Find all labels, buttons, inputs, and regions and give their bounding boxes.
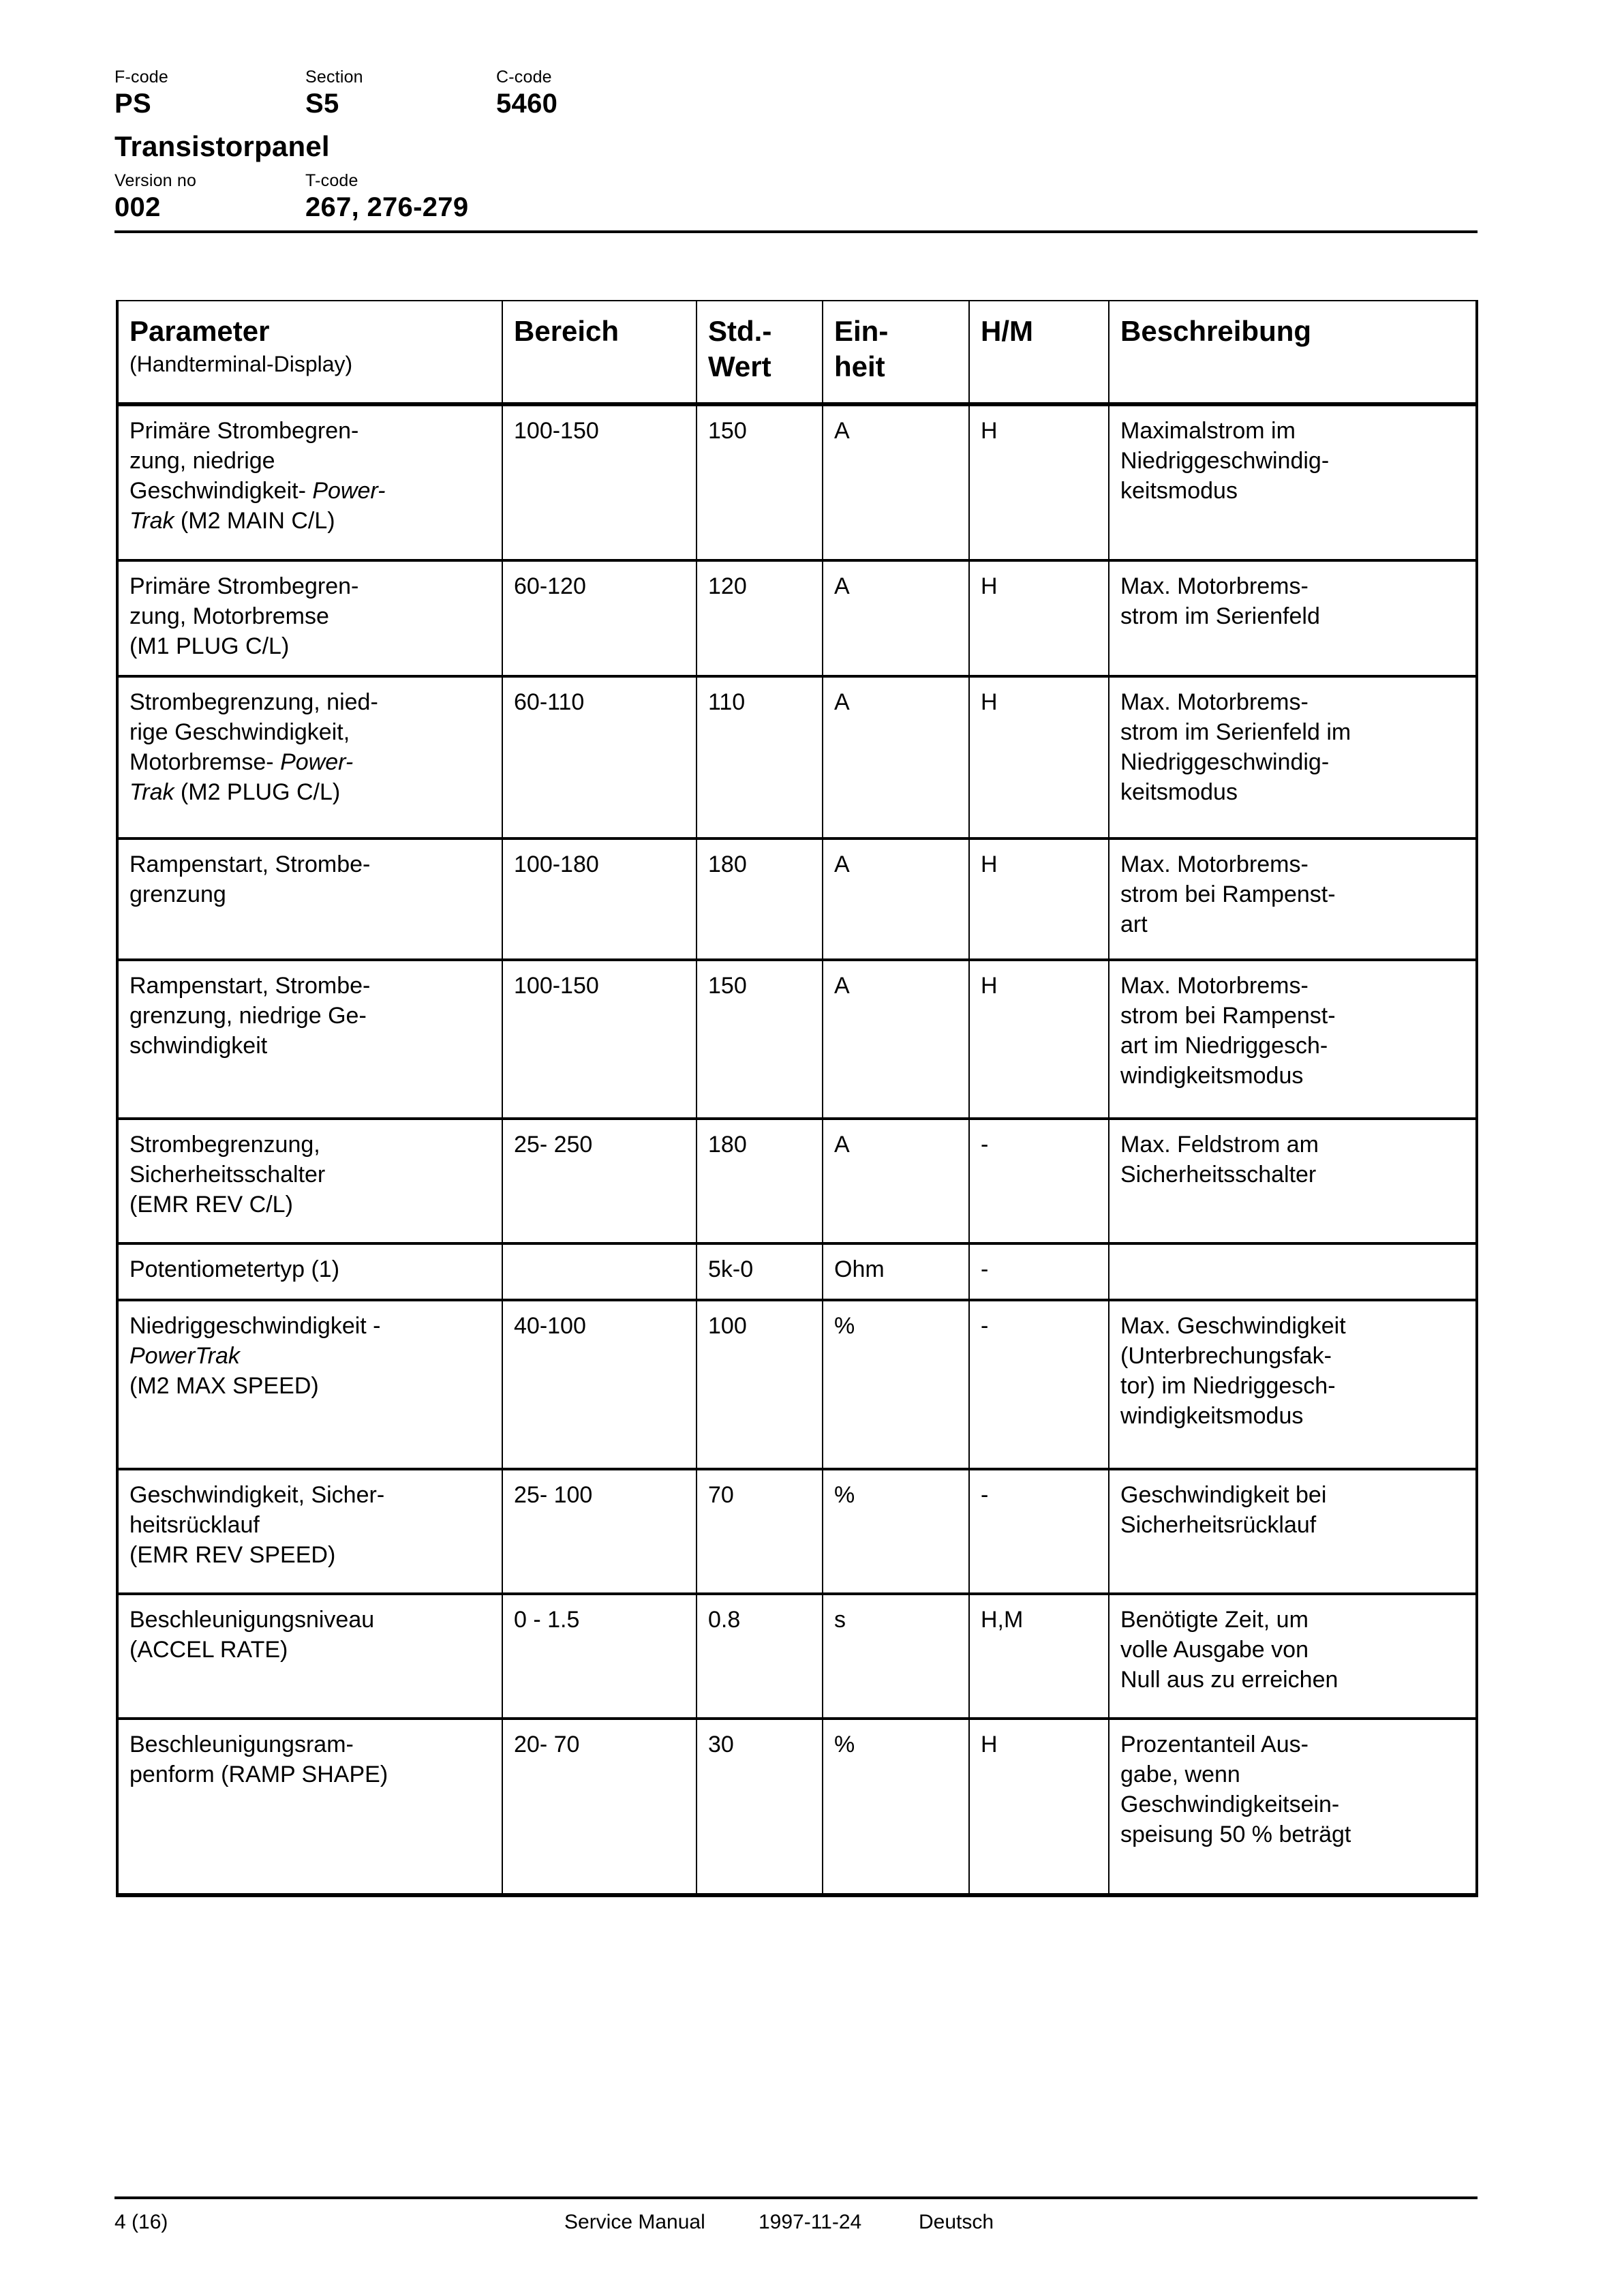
cell-std-wert: 150 (697, 404, 823, 560)
cell-beschreibung: Maximalstrom im Niedriggeschwindig- keitsmodus (1109, 404, 1477, 560)
cell-parameter: Rampenstart, Strombe- grenzung, niedrige Ge- schwindigkeit (117, 960, 502, 1119)
table-row (117, 1719, 1477, 1895)
column-header-beschreibung (1109, 301, 1477, 404)
cell-beschreibung: Max. Geschwindigkeit (Unterbrechungsfak- tor) im Niedriggesch- windigkeitsmodus (1109, 1300, 1477, 1469)
cell-bereich: 20- 70 (502, 1719, 697, 1895)
table-header-row (117, 301, 1477, 404)
cell-bereich (502, 1243, 697, 1300)
cell-bereich: 100-150 (502, 960, 697, 1119)
header-version-row (114, 170, 1478, 224)
column-header-hm (969, 301, 1109, 404)
cell-beschreibung: Max. Motorbrems- strom bei Rampenst- art im Niedriggesch- windigkeitsmodus (1109, 960, 1477, 1119)
header-ccode-group (496, 67, 769, 120)
ccode-label: C-code (496, 67, 552, 87)
column-header-std-wert-main: Std.- (708, 315, 772, 347)
cell-parameter: Beschleunigungsram- penform (RAMP SHAPE) (117, 1719, 502, 1895)
column-header-parameter-main: Parameter (129, 315, 270, 347)
table-row (117, 1594, 1477, 1719)
cell-bereich: 40-100 (502, 1300, 697, 1469)
cell-bereich: 25- 100 (502, 1469, 697, 1594)
cell-einheit: A (823, 560, 969, 676)
tcode-label: T-code (305, 171, 358, 190)
footer-manual-title: Service Manual (564, 2211, 705, 2233)
cell-std-wert: 70 (697, 1469, 823, 1594)
header-code-row (114, 67, 1478, 120)
cell-std-wert: 120 (697, 560, 823, 676)
column-header-bereich (502, 301, 697, 404)
cell-bereich: 100-180 (502, 839, 697, 960)
cell-parameter: Niedriggeschwindigkeit - PowerTrak (M2 MAX SPEED) (117, 1300, 502, 1469)
column-header-einheit (823, 301, 969, 404)
cell-parameter: Strombegrenzung, nied- rige Geschwindigkeit, Motorbremse- Power- Trak (M2 PLUG C/L) (117, 676, 502, 839)
cell-beschreibung: Prozentanteil Aus- gabe, wenn Geschwindigkeitsein- speisung 50 % beträgt (1109, 1719, 1477, 1895)
cell-beschreibung (1109, 1243, 1477, 1300)
cell-parameter: Primäre Strombegren- zung, niedrige Geschwindigkeit- Power- Trak (M2 MAIN C/L) (117, 404, 502, 560)
cell-std-wert: 30 (697, 1719, 823, 1895)
cell-std-wert: 100 (697, 1300, 823, 1469)
table-row (117, 404, 1477, 560)
ccode-value: 5460 (496, 89, 558, 119)
cell-parameter: Beschleunigungsniveau (ACCEL RATE) (117, 1594, 502, 1719)
cell-std-wert: 0.8 (697, 1594, 823, 1719)
cell-einheit: % (823, 1469, 969, 1594)
cell-hm: H (969, 839, 1109, 960)
header-tcode-group (305, 170, 714, 224)
cell-beschreibung: Max. Motorbrems- strom im Serienfeld im Niedriggeschwindig- keitsmodus (1109, 676, 1477, 839)
cell-parameter: Strombegrenzung, Sicherheitsschalter (EMR REV C/L) (117, 1119, 502, 1243)
parameter-italic-term: PowerTrak (129, 1343, 240, 1369)
column-header-bereich-main: Bereich (514, 315, 619, 347)
column-header-einheit-sub: heit (834, 350, 885, 382)
table-row (117, 1300, 1477, 1469)
table-body (117, 404, 1477, 1895)
cell-beschreibung: Geschwindigkeit bei Sicherheitsrücklauf (1109, 1469, 1477, 1594)
cell-parameter: Potentiometertyp (1) (117, 1243, 502, 1300)
cell-hm: - (969, 1243, 1109, 1300)
cell-bereich: 25- 250 (502, 1119, 697, 1243)
column-header-beschreibung-main: Beschreibung (1120, 315, 1312, 347)
cell-std-wert: 180 (697, 1119, 823, 1243)
cell-std-wert: 110 (697, 676, 823, 839)
cell-parameter: Primäre Strombegren- zung, Motorbremse (M1 PLUG C/L) (117, 560, 502, 676)
cell-einheit: A (823, 960, 969, 1119)
document-header (114, 67, 1478, 224)
table-row (117, 1469, 1477, 1594)
cell-hm: - (969, 1469, 1109, 1594)
cell-hm: H (969, 676, 1109, 839)
table-header (117, 301, 1477, 404)
footer-page-number: 4 (16) (114, 2211, 168, 2233)
cell-hm: H (969, 960, 1109, 1119)
cell-einheit: s (823, 1594, 969, 1719)
parameter-table (116, 300, 1478, 1897)
page-title: Transistorpanel (114, 130, 330, 162)
section-label: Section (305, 67, 363, 87)
cell-bereich: 60-120 (502, 560, 697, 676)
table-row (117, 1119, 1477, 1243)
header-divider (114, 230, 1478, 233)
cell-hm: H (969, 1719, 1109, 1895)
footer-language: Deutsch (919, 2211, 994, 2233)
cell-einheit: Ohm (823, 1243, 969, 1300)
column-header-std-wert (697, 301, 823, 404)
header-fcode-group (114, 67, 305, 120)
table-row (117, 960, 1477, 1119)
cell-einheit: A (823, 839, 969, 960)
header-version-group (114, 170, 305, 224)
column-header-hm-main: H/M (981, 315, 1033, 347)
cell-bereich: 60-110 (502, 676, 697, 839)
document-footer (114, 2209, 1478, 2236)
fcode-value: PS (114, 89, 151, 119)
version-value: 002 (114, 192, 161, 222)
footer-date: 1997-11-24 (759, 2211, 862, 2233)
cell-parameter: Geschwindigkeit, Sicher- heitsrücklauf (EMR REV SPEED) (117, 1469, 502, 1594)
cell-std-wert: 5k-0 (697, 1243, 823, 1300)
cell-std-wert: 180 (697, 839, 823, 960)
cell-hm: H (969, 560, 1109, 676)
fcode-label: F-code (114, 67, 169, 87)
table-row (117, 1243, 1477, 1300)
cell-std-wert: 150 (697, 960, 823, 1119)
cell-einheit: % (823, 1300, 969, 1469)
column-header-parameter (117, 301, 502, 404)
cell-einheit: A (823, 676, 969, 839)
cell-hm: H,M (969, 1594, 1109, 1719)
version-label: Version no (114, 171, 197, 190)
table-row (117, 560, 1477, 676)
cell-einheit: A (823, 404, 969, 560)
table-row (117, 839, 1477, 960)
cell-hm: - (969, 1119, 1109, 1243)
section-value: S5 (305, 89, 339, 119)
cell-hm: H (969, 404, 1109, 560)
parameter-italic-term: Power- Trak (129, 478, 386, 534)
header-section-group (305, 67, 496, 120)
cell-beschreibung: Max. Feldstrom am Sicherheitsschalter (1109, 1119, 1477, 1243)
cell-einheit: A (823, 1119, 969, 1243)
cell-bereich: 100-150 (502, 404, 697, 560)
cell-parameter: Rampenstart, Strombe- grenzung (117, 839, 502, 960)
table-row (117, 676, 1477, 839)
cell-beschreibung: Max. Motorbrems- strom bei Rampenst- art (1109, 839, 1477, 960)
cell-beschreibung: Max. Motorbrems- strom im Serienfeld (1109, 560, 1477, 676)
footer-divider (114, 2196, 1478, 2199)
cell-beschreibung: Benötigte Zeit, um volle Ausgabe von Null aus zu erreichen (1109, 1594, 1477, 1719)
column-header-parameter-sub: (Handterminal-Display) (129, 352, 353, 376)
column-header-std-wert-sub: Wert (708, 350, 771, 382)
cell-bereich: 0 - 1.5 (502, 1594, 697, 1719)
column-header-einheit-main: Ein- (834, 315, 889, 347)
tcode-value: 267, 276-279 (305, 192, 469, 222)
cell-einheit: % (823, 1719, 969, 1895)
cell-hm: - (969, 1300, 1109, 1469)
parameter-italic-term: Power- Trak (129, 749, 354, 805)
